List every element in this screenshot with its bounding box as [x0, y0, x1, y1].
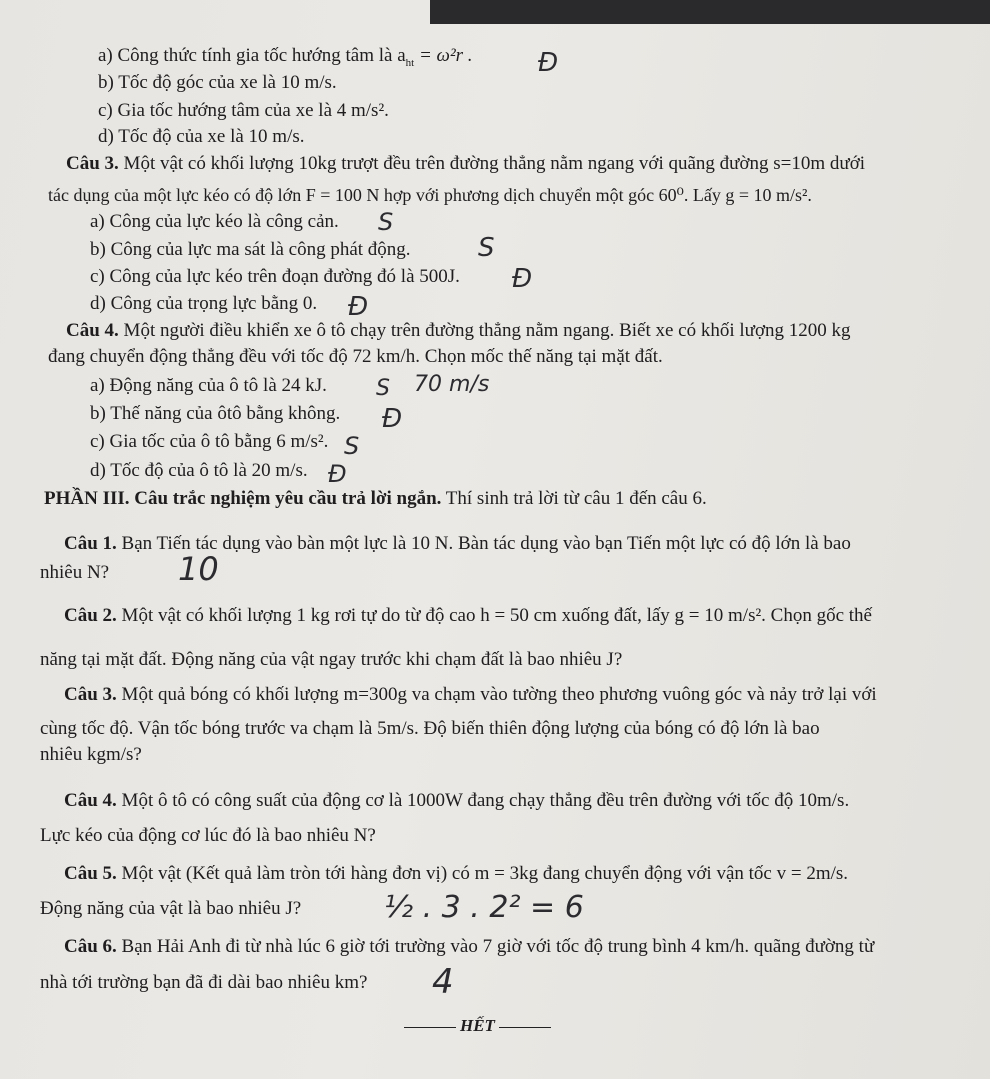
q3-option-a: a) Công của lực kéo là công cản.	[90, 211, 339, 232]
q3-option-d: d) Công của trọng lực bằng 0.	[90, 293, 318, 314]
short-q3-line-2: cùng tốc độ. Vận tốc bóng trước va chạm là 5m/s. Độ biến thiên động lượng của bóng có độ lớn là bao	[40, 718, 820, 739]
q4-option-b: b) Thế năng của ôtô bằng không.	[90, 403, 341, 424]
short-q1-line-1: Câu 1. Bạn Tiến tác dụng vào bàn một lực là 10 N. Bàn tác dụng vào bạn Tiến một lực có độ lớn là bao	[64, 533, 851, 554]
handwritten-answer-q3a: S	[378, 208, 394, 236]
q2-option-b: b) Tốc độ góc của xe là 10 m/s.	[98, 72, 337, 93]
short-q5-line-2: Động năng của vật là bao nhiêu J?	[40, 898, 302, 919]
q4-option-c: c) Gia tốc của ô tô bằng 6 m/s².	[90, 431, 329, 452]
photo-edge-shadow	[430, 0, 990, 24]
short-q3-line-3: nhiêu kgm/s?	[40, 744, 142, 765]
handwritten-note-q4a: 70 m/s	[414, 372, 490, 397]
handwritten-answer-short-q6: 4	[432, 962, 454, 1002]
short-q1-line-2: nhiêu N?	[40, 562, 110, 583]
q4-option-d: d) Tốc độ của ô tô là 20 m/s.	[90, 460, 308, 481]
short-q3-line-1: Câu 3. Một quả bóng có khối lượng m=300g va chạm vào tường theo phương vuông góc và nảy trở lại với	[64, 684, 877, 705]
handwritten-answer-q4b: Đ	[382, 404, 403, 434]
handwritten-answer-q4a: S	[376, 376, 390, 401]
end-marker: HẾT	[400, 1016, 555, 1036]
q3-stem-1: Câu 3. Một vật có khối lượng 10kg trượt đều trên đường thẳng nằm ngang với quãng đường s=10m dưới	[66, 153, 866, 174]
q2-option-a: a) Công thức tính gia tốc hướng tâm là $a_{ht} = \omega^2r$ .	[98, 45, 473, 69]
handwritten-answer-q3c: Đ	[512, 264, 533, 294]
q4-stem-1: Câu 4. Một người điều khiển xe ô tô chạy trên đường thẳng nằm ngang. Biết xe có khối lượng 1200 kg	[66, 320, 851, 341]
handwritten-answer-q3d: Đ	[348, 292, 369, 322]
handwritten-answer-q2a: Đ	[538, 48, 559, 78]
short-q6-line-1: Câu 6. Bạn Hải Anh đi từ nhà lúc 6 giờ tới trường vào 7 giờ với tốc độ trung bình 4 km/h. quãng đường từ	[64, 936, 875, 957]
q2-option-c: c) Gia tốc hướng tâm của xe là 4 m/s².	[98, 100, 389, 121]
handwritten-work-short-q5: ½ . 3 . 2² = 6	[384, 890, 584, 925]
q4-option-a: a) Động năng của ô tô là 24 kJ.	[90, 375, 327, 396]
short-q4-line-2: Lực kéo của động cơ lúc đó là bao nhiêu N?	[40, 825, 376, 846]
handwritten-answer-q4d: Đ	[328, 460, 347, 488]
short-q2-line-1: Câu 2. Một vật có khối lượng 1 kg rơi tự do từ độ cao h = 50 cm xuống đất, lấy g = 10 m/s². Chọn gốc thế	[64, 605, 872, 626]
short-q5-line-1: Câu 5. Một vật (Kết quả làm tròn tới hàng đơn vị) có m = 3kg đang chuyển động với vận tốc v = 2m/s.	[64, 863, 849, 884]
q3-stem-2: tác dụng của một lực kéo có độ lớn F = 100 N hợp với phương dịch chuyển một góc 60⁰. Lấy g = 10 m/s².	[48, 185, 812, 205]
short-q6-line-2: nhà tới trường bạn đã đi dài bao nhiêu km?	[40, 972, 368, 993]
q2-option-d: d) Tốc độ của xe là 10 m/s.	[98, 126, 305, 147]
part3-heading: PHẦN III. Câu trắc nghiệm yêu cầu trả lời ngắn. Thí sinh trả lời từ câu 1 đến câu 6.	[44, 488, 707, 509]
q3-option-c: c) Công của lực kéo trên đoạn đường đó là 500J.	[90, 266, 460, 287]
short-q4-line-1: Câu 4. Một ô tô có công suất của động cơ là 1000W đang chạy thẳng đều trên đường với tốc độ 10m/s.	[64, 790, 850, 811]
handwritten-answer-short-q1: 10	[178, 550, 219, 588]
q4-stem-2: đang chuyển động thẳng đều với tốc độ 72 km/h. Chọn mốc thế năng tại mặt đất.	[48, 346, 663, 367]
handwritten-answer-q4c: S	[344, 432, 360, 460]
short-q2-line-2: năng tại mặt đất. Động năng của vật ngay trước khi chạm đất là bao nhiêu J?	[40, 649, 623, 670]
q3-option-b: b) Công của lực ma sát là công phát động.	[90, 239, 411, 260]
handwritten-answer-q3b: S	[478, 233, 495, 263]
